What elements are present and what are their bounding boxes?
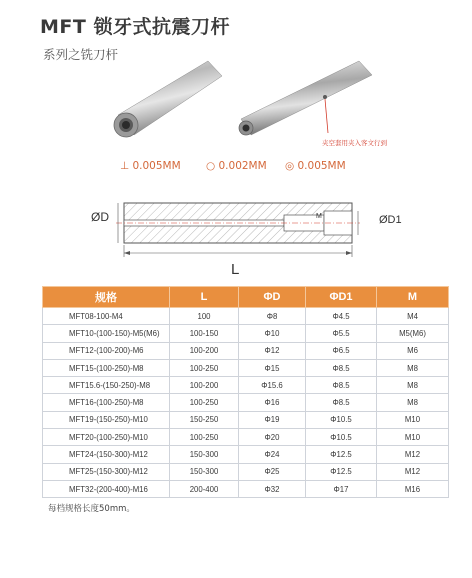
diameter-d1-cell: Φ8.5 xyxy=(306,377,377,394)
spec-cell: MFT32-(200-400)-M16 xyxy=(43,480,170,497)
diameter-d-cell: Φ15 xyxy=(239,359,306,376)
length-cell: 100-250 xyxy=(170,359,239,376)
diameter-d1-cell: Φ10.5 xyxy=(306,429,377,446)
spec-cell: MFT24-(150-300)-M12 xyxy=(43,446,170,463)
diameter-d1-cell: Φ8.5 xyxy=(306,359,377,376)
table-row xyxy=(43,446,449,463)
diameter-d-cell: Φ15.6 xyxy=(239,377,306,394)
thread-cell: M12 xyxy=(377,446,449,463)
table-row xyxy=(43,429,449,446)
spec-cell: MFT19-(150-250)-M10 xyxy=(43,411,170,428)
diameter-d1-cell: Φ8.5 xyxy=(306,394,377,411)
thread-cell: M8 xyxy=(377,377,449,394)
diameter-d1-label: ØD1 xyxy=(379,214,402,226)
length-cell: 100-150 xyxy=(170,325,239,342)
diameter-d-cell: Φ16 xyxy=(239,394,306,411)
thread-cell: M12 xyxy=(377,463,449,480)
table-row xyxy=(43,394,449,411)
diameter-d-cell: Φ24 xyxy=(239,446,306,463)
table-row xyxy=(43,308,449,325)
diameter-d1-cell: Φ17 xyxy=(306,480,377,497)
length-cell: 150-300 xyxy=(170,463,239,480)
thread-cell: M8 xyxy=(377,394,449,411)
page-subtitle: 系列之铣刀杆 xyxy=(43,47,119,62)
table-header-row xyxy=(43,287,449,308)
diameter-d-cell: Φ8 xyxy=(239,308,306,325)
length-cell: 100-200 xyxy=(170,342,239,359)
bar-photo-left xyxy=(114,61,222,137)
length-cell: 100-250 xyxy=(170,429,239,446)
product-photos xyxy=(0,55,472,160)
photo-callout-note: 夹空套用夹入客文行到 xyxy=(322,139,387,147)
table-row xyxy=(43,359,449,376)
header-length: L xyxy=(170,287,239,308)
bar-photo-right xyxy=(239,61,372,135)
technical-drawing xyxy=(96,193,416,283)
spec-cell: MFT15-(100-250)-M8 xyxy=(43,359,170,376)
spec-cell: MFT10-(100-150)-M5(M6) xyxy=(43,325,170,342)
tolerance-concentricity: ◎ 0.005MM xyxy=(285,160,346,172)
table-row xyxy=(43,342,449,359)
diameter-d-cell: Φ20 xyxy=(239,429,306,446)
length-cell: 100 xyxy=(170,308,239,325)
table-row xyxy=(43,480,449,497)
tolerance-roundness: ○ 0.002MM xyxy=(206,160,267,172)
diameter-d1-cell: Φ10.5 xyxy=(306,411,377,428)
length-cell: 150-250 xyxy=(170,411,239,428)
thread-cell: M6 xyxy=(377,342,449,359)
spec-table xyxy=(42,286,449,498)
diameter-d-cell: Φ25 xyxy=(239,463,306,480)
diameter-d1-cell: Φ4.5 xyxy=(306,308,377,325)
header-spec: 规格 xyxy=(43,287,170,308)
thread-cell: M10 xyxy=(377,429,449,446)
spec-cell: MFT12-(100-200)-M6 xyxy=(43,342,170,359)
diameter-d1-cell: Φ6.5 xyxy=(306,342,377,359)
diameter-d-cell: Φ19 xyxy=(239,411,306,428)
table-row xyxy=(43,377,449,394)
thread-m-label: M xyxy=(316,213,322,220)
thread-cell: M8 xyxy=(377,359,449,376)
table-row xyxy=(43,463,449,480)
diameter-d-cell: Φ12 xyxy=(239,342,306,359)
diameter-d1-cell: Φ5.5 xyxy=(306,325,377,342)
thread-cell: M4 xyxy=(377,308,449,325)
table-row xyxy=(43,411,449,428)
spec-cell: MFT25-(150-300)-M12 xyxy=(43,463,170,480)
diameter-d1-cell: Φ12.5 xyxy=(306,463,377,480)
table-row xyxy=(43,325,449,342)
thread-cell: M10 xyxy=(377,411,449,428)
length-cell: 200-400 xyxy=(170,480,239,497)
thread-cell: M16 xyxy=(377,480,449,497)
header-diameter-d1: ΦD1 xyxy=(306,287,377,308)
length-cell: 100-250 xyxy=(170,394,239,411)
page-title: MFT 锁牙式抗震刀杆 xyxy=(40,16,230,38)
diameter-d1-cell: Φ12.5 xyxy=(306,446,377,463)
thread-cell: M5(M6) xyxy=(377,325,449,342)
diameter-d-label: ØD xyxy=(91,210,109,224)
diameter-d-cell: Φ32 xyxy=(239,480,306,497)
header-diameter-d: ΦD xyxy=(239,287,306,308)
diameter-d-cell: Φ10 xyxy=(239,325,306,342)
length-cell: 150-300 xyxy=(170,446,239,463)
length-l-label: L xyxy=(231,261,240,278)
tolerance-perpendicularity: ⊥ 0.005MM xyxy=(120,160,181,172)
footnote: 每档规格长度50mm。 xyxy=(48,504,135,514)
spec-cell: MFT16-(100-250)-M8 xyxy=(43,394,170,411)
spec-cell: MFT15.6-(150-250)-M8 xyxy=(43,377,170,394)
spec-cell: MFT08-100-M4 xyxy=(43,308,170,325)
header-thread: M xyxy=(377,287,449,308)
spec-cell: MFT20-(100-250)-M10 xyxy=(43,429,170,446)
spec-table-body xyxy=(43,308,449,498)
length-cell: 100-200 xyxy=(170,377,239,394)
